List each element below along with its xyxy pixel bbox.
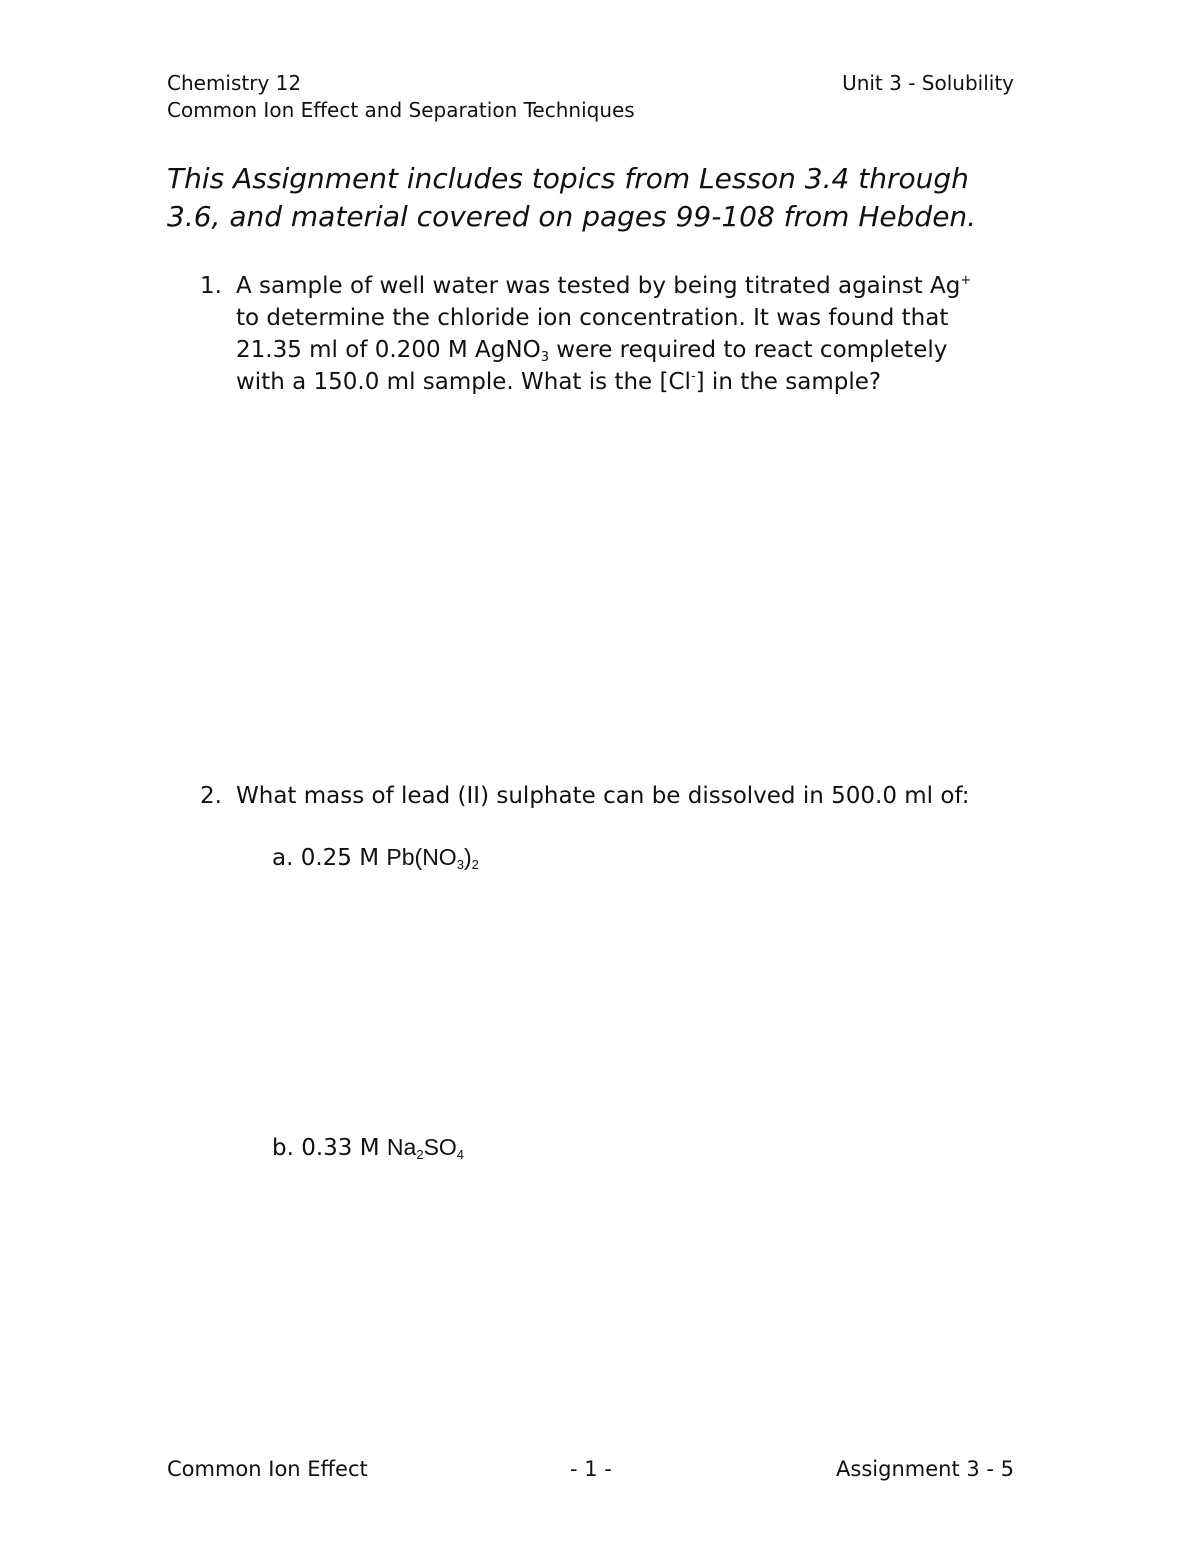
unit-title: Unit 3 - Solubility (842, 71, 1014, 95)
question-text: What mass of lead (II) sulphate can be dissolved in 500.0 ml of: (236, 783, 970, 809)
page-number: - 1 - (570, 1457, 612, 1481)
superscript: - (690, 369, 696, 384)
subscript: 3 (540, 350, 549, 365)
assignment-number: Assignment 3 - 5 (836, 1457, 1014, 1481)
question-text (236, 270, 1036, 398)
part-concentration: 0.25 M (300, 845, 380, 871)
course-title: Chemistry 12 (167, 71, 302, 95)
chemical-formula (386, 844, 478, 870)
formula-part: Pb(NO (386, 844, 457, 870)
subscript: 4 (456, 1147, 465, 1162)
part-label: a. (272, 845, 294, 871)
question-line-text: with a 150.0 ml sample. What is the [Cl (236, 369, 691, 395)
question-line (236, 366, 1036, 398)
assignment-intro (167, 160, 1047, 236)
question-line: to determine the chloride ion concentration. It was found that (236, 305, 949, 331)
assignment-topic: Common Ion Effect and Separation Techniques (167, 98, 635, 122)
question-2-part-a (272, 841, 479, 874)
intro-line-1: This Assignment includes topics from Lesson 3.4 through (167, 162, 969, 195)
formula-part: Na (386, 1134, 417, 1160)
question-line (236, 334, 1036, 366)
footer-title: Common Ion Effect (167, 1457, 368, 1481)
question-line-text: 21.35 ml of 0.200 M AgNO (236, 337, 541, 363)
question-number: 1. (200, 273, 222, 299)
page-header-left (167, 70, 635, 124)
question-2-part-b (272, 1131, 464, 1164)
intro-line-2: 3.6, and material covered on pages 99-108 from Hebden. (167, 200, 977, 233)
superscript: + (960, 273, 972, 288)
subscript: 2 (416, 1147, 424, 1162)
question-number: 2. (200, 783, 222, 809)
formula-part: ) (463, 844, 472, 870)
subscript: 2 (471, 857, 479, 872)
question-line-text: ] in the sample? (695, 369, 882, 395)
question-line (236, 270, 1036, 302)
subscript: 3 (456, 857, 464, 872)
formula-part: SO (423, 1134, 457, 1160)
chemical-formula (387, 1134, 464, 1160)
question-line-text: were required to react completely (548, 337, 948, 363)
question-line-text: A sample of well water was tested by being titrated against Ag (236, 273, 961, 299)
part-label: b. (272, 1135, 294, 1161)
part-concentration: 0.33 M (301, 1135, 380, 1161)
